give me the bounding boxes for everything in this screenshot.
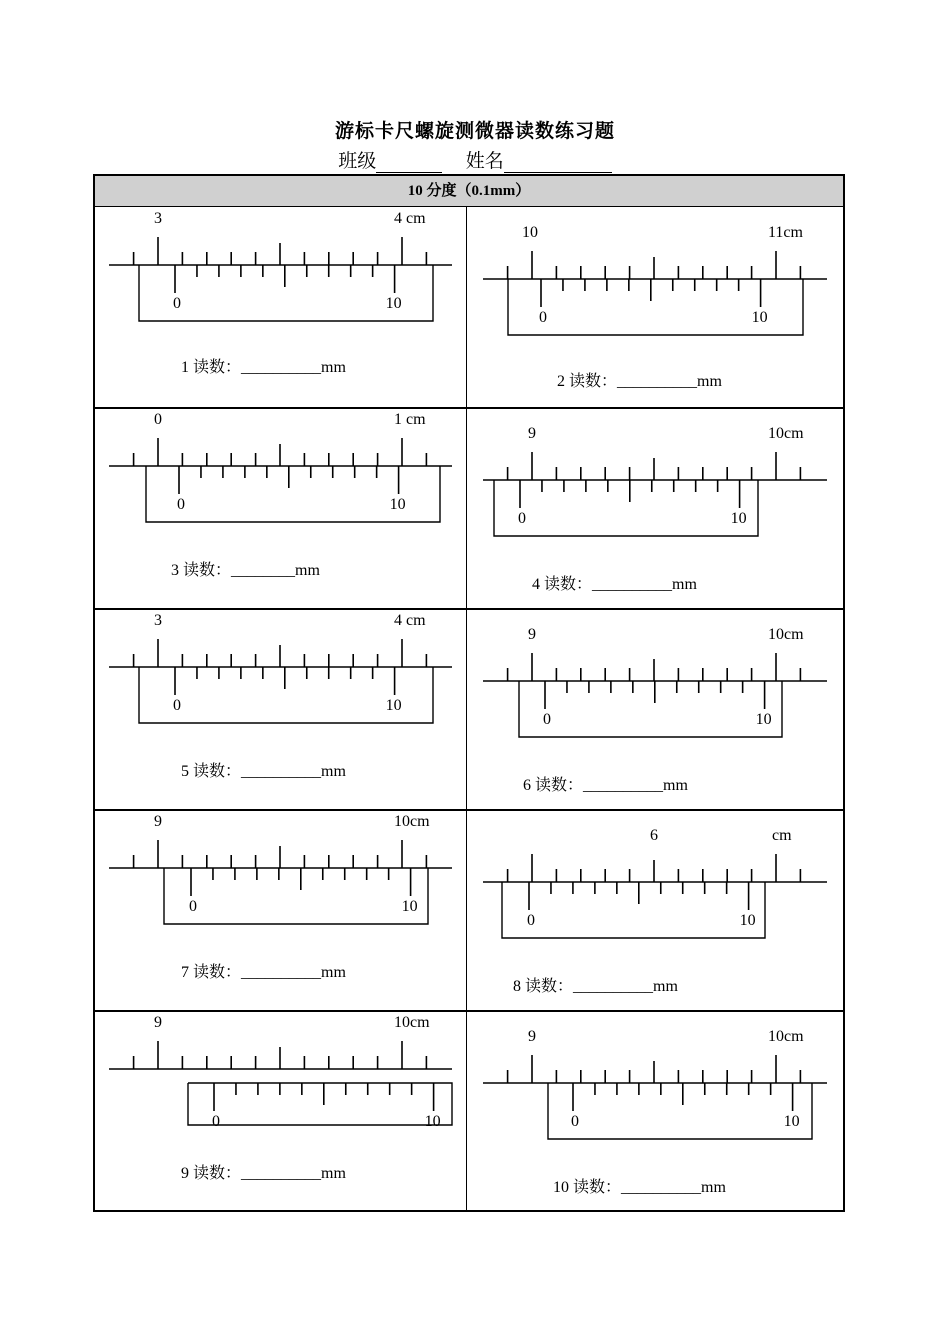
- unit-label: mm: [701, 1179, 726, 1196]
- vernier-ten-label: 10: [424, 1113, 441, 1130]
- vernier-zero-label: 0: [173, 295, 181, 312]
- vernier-zero-label: 0: [527, 912, 535, 929]
- answer-blank[interactable]: __________: [592, 576, 673, 593]
- caliper-problem: [95, 609, 466, 809]
- main-scale-right-number: 10cm: [768, 626, 804, 643]
- vernier-slider: [548, 1083, 812, 1139]
- reading-number: 4: [532, 576, 540, 593]
- caliper-problem: [95, 810, 466, 1010]
- reading-label: 读数: [569, 373, 602, 390]
- unit-label: mm: [653, 978, 678, 995]
- vernier-caliper-diagram: [95, 207, 466, 407]
- reading-label: 读数: [193, 359, 226, 376]
- reading-number: 2: [557, 373, 565, 390]
- reading-number: 8: [513, 978, 521, 995]
- vernier-zero-label: 0: [539, 309, 547, 326]
- main-scale-right-number: 10cm: [394, 813, 430, 830]
- vernier-zero-label: 0: [189, 898, 197, 915]
- unit-label: mm: [295, 562, 320, 579]
- caliper-problem: [95, 207, 466, 407]
- vernier-ten-label: 10: [385, 697, 402, 714]
- vernier-zero-label: 0: [543, 711, 551, 728]
- answer-blank[interactable]: __________: [241, 359, 322, 376]
- unit-label: mm: [321, 964, 346, 981]
- reading-colon: ：: [225, 763, 242, 780]
- reading-label: 读数: [193, 1165, 226, 1182]
- reading-answer-line[interactable]: [557, 368, 722, 391]
- answer-blank[interactable]: __________: [241, 964, 322, 981]
- reading-colon: ：: [576, 576, 593, 593]
- main-scale-left-number: 9: [528, 425, 536, 442]
- reading-label: 读数: [183, 562, 216, 579]
- page-title: 游标卡尺螺旋测微器读数练习题: [334, 121, 615, 142]
- reading-answer-line[interactable]: [181, 1160, 346, 1183]
- main-scale-left-number: 10: [522, 224, 538, 241]
- answer-blank[interactable]: __________: [573, 978, 654, 995]
- exercise-table: [93, 174, 845, 1212]
- caliper-problem: [466, 609, 843, 809]
- vernier-zero-label: 0: [177, 496, 185, 513]
- vernier-ten-label: 10: [755, 711, 772, 728]
- main-scale-right-number: 10cm: [394, 1014, 430, 1031]
- class-label: 班级: [338, 151, 377, 172]
- vernier-zero-label: 0: [518, 510, 526, 527]
- vernier-slider: [502, 882, 765, 938]
- unit-label: mm: [321, 763, 346, 780]
- caliper-problem: [95, 408, 466, 608]
- section-header: 10 分度（0.1mm）: [95, 176, 843, 207]
- answer-blank[interactable]: __________: [241, 1165, 322, 1182]
- reading-colon: ：: [567, 777, 584, 794]
- main-scale-right-number: 10cm: [768, 1028, 804, 1045]
- name-field[interactable]: [504, 153, 612, 173]
- name-label: 姓名: [465, 151, 504, 172]
- reading-number: 6: [523, 777, 531, 794]
- main-scale-left-number: 3: [154, 612, 162, 629]
- vernier-ten-label: 10: [783, 1113, 800, 1130]
- main-scale-right-number: 10cm: [768, 425, 804, 442]
- main-scale-right-number: cm: [772, 827, 792, 844]
- main-scale-right-number: 4 cm: [394, 210, 426, 227]
- vernier-zero-label: 0: [173, 697, 181, 714]
- main-scale-right-number: 4 cm: [394, 612, 426, 629]
- caliper-problem: [466, 1011, 843, 1211]
- main-scale-left-number: 9: [528, 626, 536, 643]
- reading-number: 3: [171, 562, 179, 579]
- caliper-problem: [466, 408, 843, 608]
- reading-answer-line[interactable]: [513, 973, 678, 996]
- reading-number: 9: [181, 1165, 189, 1182]
- reading-answer-line[interactable]: [181, 758, 346, 781]
- main-scale-right-number: 11cm: [768, 224, 803, 241]
- vernier-ten-label: 10: [385, 295, 402, 312]
- vernier-ten-label: 10: [401, 898, 418, 915]
- main-scale-left-number: 0: [154, 411, 162, 428]
- answer-blank[interactable]: __________: [241, 763, 322, 780]
- reading-answer-line[interactable]: [523, 772, 688, 795]
- reading-answer-line[interactable]: [181, 959, 346, 982]
- reading-number: 10: [553, 1179, 569, 1196]
- class-field[interactable]: [376, 153, 442, 173]
- main-scale-left-number: 3: [154, 210, 162, 227]
- reading-label: 读数: [573, 1179, 606, 1196]
- reading-answer-line[interactable]: [553, 1174, 726, 1197]
- reading-label: 读数: [544, 576, 577, 593]
- caliper-problem: [95, 1011, 466, 1211]
- answer-blank[interactable]: __________: [617, 373, 698, 390]
- caliper-problem: [466, 810, 843, 1010]
- vernier-zero-label: 0: [571, 1113, 579, 1130]
- unit-label: mm: [697, 373, 722, 390]
- unit-label: mm: [663, 777, 688, 794]
- reading-colon: ：: [225, 1165, 242, 1182]
- vernier-ten-label: 10: [730, 510, 747, 527]
- reading-colon: ：: [225, 359, 242, 376]
- reading-answer-line[interactable]: [171, 557, 320, 580]
- reading-label: 读数: [535, 777, 568, 794]
- reading-number: 1: [181, 359, 189, 376]
- student-info-line: [0, 146, 950, 173]
- answer-blank[interactable]: ________: [231, 562, 296, 579]
- reading-colon: ：: [225, 964, 242, 981]
- reading-colon: ：: [605, 1179, 622, 1196]
- vernier-ten-label: 10: [389, 496, 406, 513]
- reading-label: 读数: [193, 763, 226, 780]
- answer-blank[interactable]: __________: [621, 1179, 702, 1196]
- main-scale-left-number: 9: [528, 1028, 536, 1045]
- main-scale-right-number: 1 cm: [394, 411, 426, 428]
- reading-answer-line[interactable]: [532, 571, 697, 594]
- unit-label: mm: [321, 359, 346, 376]
- main-scale-left-number: 9: [154, 813, 162, 830]
- unit-label: mm: [672, 576, 697, 593]
- reading-colon: ：: [557, 978, 574, 995]
- vernier-ten-label: 10: [739, 912, 756, 929]
- reading-answer-line[interactable]: [181, 354, 346, 377]
- reading-number: 5: [181, 763, 189, 780]
- caliper-problem: [466, 207, 843, 407]
- reading-label: 读数: [193, 964, 226, 981]
- unit-label: mm: [321, 1165, 346, 1182]
- main-scale-left-number: 9: [154, 1014, 162, 1031]
- vernier-ten-label: 10: [751, 309, 768, 326]
- vernier-zero-label: 0: [212, 1113, 220, 1130]
- reading-colon: ：: [215, 562, 232, 579]
- reading-colon: ：: [601, 373, 618, 390]
- reading-label: 读数: [525, 978, 558, 995]
- reading-number: 7: [181, 964, 189, 981]
- main-scale-left-number: 6: [650, 827, 658, 844]
- answer-blank[interactable]: __________: [583, 777, 664, 794]
